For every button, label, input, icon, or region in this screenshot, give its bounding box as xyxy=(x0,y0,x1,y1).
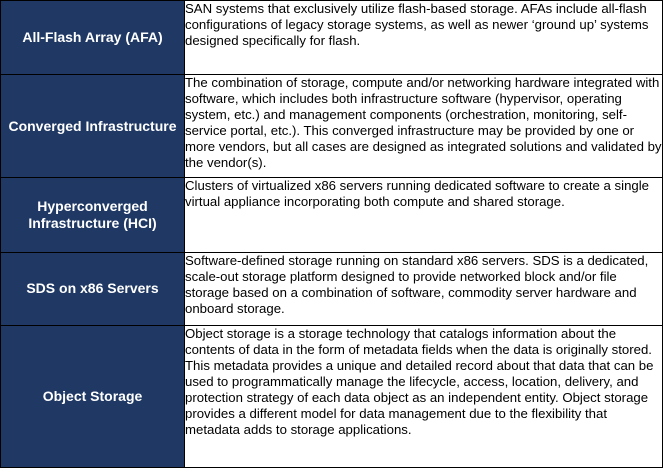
term-cell: Object Storage xyxy=(1,325,185,467)
term-cell: All-Flash Array (AFA) xyxy=(1,1,185,75)
definition-cell: Software-defined storage running on standard x86 servers. SDS is a dedicated, scale-out storage platform designed to provide networked block and/or file storage based on a combination of software, commodity server hardware and onboard storage. xyxy=(185,252,663,325)
table-row xyxy=(1,178,663,252)
term-cell: Converged Infrastructure xyxy=(1,75,185,178)
term-cell: SDS on x86 Servers xyxy=(1,252,185,325)
term-cell: Hyperconverged Infrastructure (HCI) xyxy=(1,178,185,252)
definition-cell: SAN systems that exclusively utilize flash-based storage. AFAs include all-flash configurations of legacy storage systems, as well as newer ‘ground up’ systems designed specifically for flash. xyxy=(185,1,663,75)
table-row xyxy=(1,75,663,178)
definition-cell: Object storage is a storage technology that catalogs information about the contents of data in the form of metadata fields when the data is originally stored. This metadata provides a unique and detailed record about that data that can be used to programmatically manage the lifecycle, access, location, delivery, and protection strategy of each data object as an independent entity. Object storage provides a different model for data management due to the flexibility that metadata adds to storage applications. xyxy=(185,325,663,467)
table-row xyxy=(1,325,663,467)
definition-cell: Clusters of virtualized x86 servers running dedicated software to create a single virtual appliance incorporating both compute and shared storage. xyxy=(185,178,663,252)
definition-cell: The combination of storage, compute and/or networking hardware integrated with software, which includes both infrastructure software (hypervisor, operating system, etc.) and management components (orchestration, monitoring, self-service portal, etc.). This converged infrastructure may be provided by one or more vendors, but all cases are designed as integrated solutions and validated by the vendor(s). xyxy=(185,75,663,178)
table-row xyxy=(1,1,663,75)
table-row xyxy=(1,252,663,325)
